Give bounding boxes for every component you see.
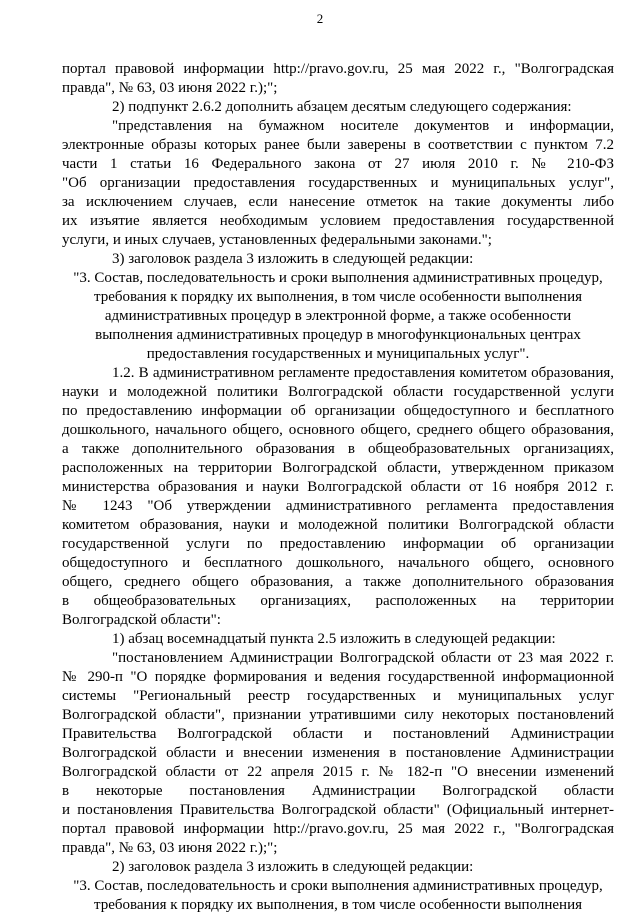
text-line: правда", № 63, 03 июня 2022 г.);"; — [62, 840, 278, 856]
text-line: "Об организации предоставления государственных и муниципальных услуг", — [62, 175, 614, 191]
text-line: а также дополнительного образования в общеобразовательных организациях, — [62, 441, 614, 457]
text-line: 1.2. В административном регламенте предоставления комитетом образования, — [112, 365, 614, 381]
text-line: общего, среднего общего образования, а также дополнительного образования — [62, 574, 614, 590]
text-line: министерства образования и науки Волгоградской области от 16 ноября 2012 г. — [62, 479, 614, 495]
text-line: системы "Региональный реестр государственных и муниципальных услуг — [62, 688, 614, 704]
section-heading-line: требования к порядку их выполнения, в том числе особенности выполнения — [93, 289, 582, 305]
text-line: правда", № 63, 03 июня 2022 г.);"; — [62, 80, 278, 96]
text-line: Волгоградской области", признании утратившими силу некоторых постановлений — [62, 707, 614, 723]
text-line: 2) подпункт 2.6.2 дополнить абзацем десятым следующего содержания: — [112, 99, 572, 115]
section-heading-line: "3. Состав, последовательность и сроки выполнения административных процедур, — [73, 878, 603, 894]
text-line: 2) заголовок раздела 3 изложить в следующей редакции: — [112, 859, 474, 875]
text-line: Правительства Волгоградской области и постановлений Администрации — [62, 726, 614, 742]
section-heading-line: "3. Состав, последовательность и сроки выполнения административных процедур, — [73, 270, 603, 286]
text-line: портал правовой информации http://pravo.gov.ru, 25 мая 2022 г., "Волгоградская — [62, 821, 614, 837]
text-line: № 290-п "О порядке формирования и ведения государственной информационной — [62, 669, 614, 685]
text-line: части 1 статьи 16 Федерального закона от 27 июля 2010 г. № 210-ФЗ — [62, 156, 614, 172]
text-line: в общеобразовательных организациях, расположенных на территории — [62, 593, 614, 609]
text-line: по предоставлению информации об организации общедоступного и бесплатного — [62, 403, 614, 419]
text-line: Волгоградской области от 22 апреля 2015 г. № 182-п "О внесении изменений — [62, 764, 614, 780]
text-line: государственной услуги по предоставлению информации об организации — [62, 536, 614, 552]
text-line: общедоступного и бесплатного дошкольного, начального общего, основного — [62, 555, 614, 571]
text-line: 1) абзац восемнадцатый пункта 2.5 изложить в следующей редакции: — [112, 631, 556, 647]
text-line: электронные образы которых ранее были заверены в соответствии с пунктом 7.2 — [62, 137, 614, 153]
text-line: № 1243 "Об утверждении административного регламента предоставления — [62, 498, 614, 514]
text-line: за исключением случаев, если нанесение отметок на такие документы либо — [62, 194, 614, 210]
section-heading-line: административных процедур в электронной форме, а также особенности — [104, 308, 572, 324]
text-line: Волгоградской области и внесении изменения в постановление Администрации — [62, 745, 614, 761]
text-line: услуги, и иных случаев, установленных федеральными законами."; — [62, 232, 492, 248]
text-line: дошкольного, начального общего, основного общего, среднего общего образования, — [62, 422, 614, 438]
text-line: "представления на бумажном носителе документов и информации, — [112, 118, 614, 134]
section-heading-line: выполнения административных процедур в многофункциональных центрах — [95, 327, 581, 343]
text-line: науки и молодежной политики Волгоградской области государственной услуги — [62, 384, 614, 400]
section-heading-line: требования к порядку их выполнения, в том числе особенности выполнения — [93, 897, 582, 913]
section-heading-line: предоставления государственных и муниципальных услуг". — [146, 346, 530, 362]
text-line: и постановления Правительства Волгоградской области" (Официальный интернет- — [62, 802, 614, 818]
text-line: в некоторые постановления Администрации Волгоградской области — [62, 783, 614, 799]
text-line: их изъятие является необходимым условием предоставления государственной — [62, 213, 614, 229]
text-line: комитетом образования, науки и молодежной политики Волгоградской области — [62, 517, 614, 533]
page-number: 2 — [316, 11, 324, 26]
text-line: расположенных на территории Волгоградской области, утвержденном приказом — [62, 460, 614, 476]
text-line: "постановлением Администрации Волгоградской области от 23 мая 2022 г. — [112, 650, 614, 666]
text-line: 3) заголовок раздела 3 изложить в следующей редакции: — [112, 251, 474, 267]
text-line: Волгоградской области": — [62, 612, 221, 628]
text-line: портал правовой информации http://pravo.gov.ru, 25 мая 2022 г., "Волгоградская — [62, 61, 614, 77]
